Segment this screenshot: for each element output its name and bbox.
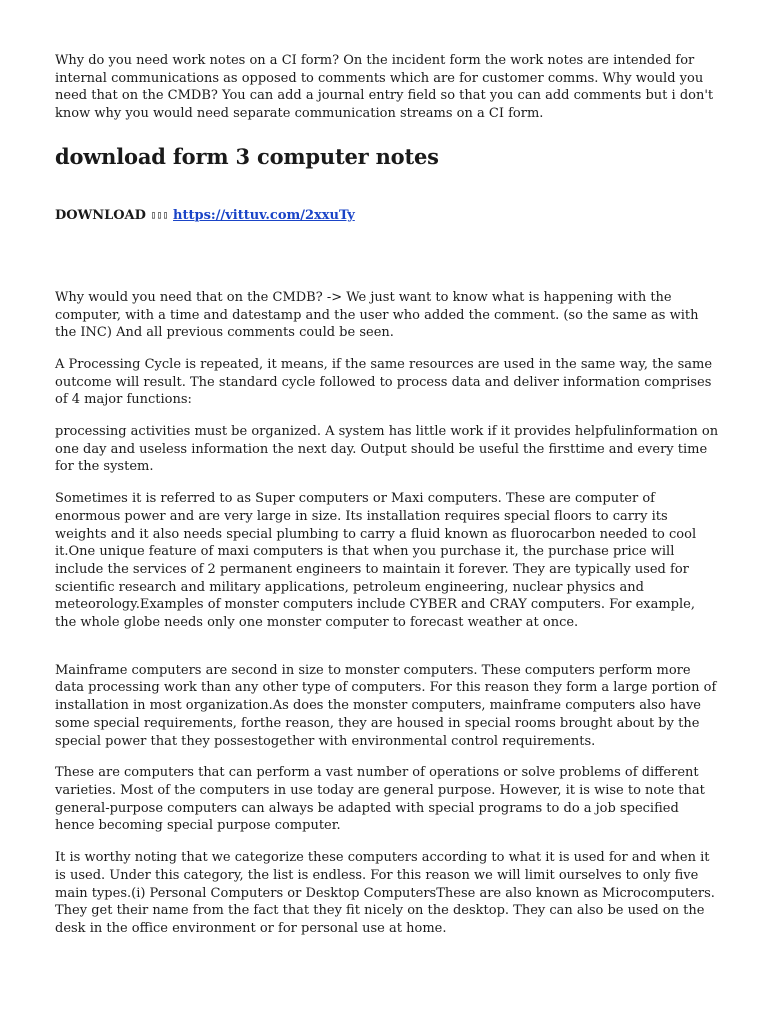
paragraph-categories: It is worthy noting that we categorize these computers according to what it is used for and when it is used. Under this category, the list is endless. For this reason we will limit ourselves to only five main types.(i) Personal Computers or Desktop ComputersThese are also known as Microcomputers. They get their name from the fact that they fit nicely on the desktop. They can also be used on the desk in the office environment or for personal use at home. (55, 850, 715, 936)
paragraph-super-computers: Sometimes it is referred to as Super computers or Maxi computers. These are computer of enormous power and are very large in size. Its installation requires special floors to carry its weights and it also needs special plumbing to carry a fluid known as fluorocarbon needed to cool it.One unique feature of maxi computers is that when you purchase it, the purchase price will include the services of 2 permanent engineers to maintain it forever. They are typically used for scientific research and military applications, petroleum engineering, nuclear physics and meteorology.Examples of monster computers include CYBER and CRAY computers. For example, the whole globe needs only one monster computer to forecast weather at once. (55, 491, 697, 631)
download-line (55, 207, 720, 225)
paragraph-cmdb: Why would you need that on the CMDB? -> We just want to know what is happening with the computer, with a time and datestamp and the user who added the comment. (so the same as with the INC) And all previous comments could be seen. (55, 289, 699, 341)
intro-paragraph: Why do you need work notes on a CI form? On the incident form the work notes are intended for internal communications as opposed to comments which are for customer comms. Why would you need that on the CMDB? You can add a journal entry field so that you can add comments but i don't know why you would need separate communication streams on a CI form. (55, 53, 714, 122)
paragraph-general-purpose: These are computers that can perform a vast number of operations or solve problems of different varieties. Most of the computers in use today are general purpose. However, it is wise to note that general-purpose computers can always be adapted with special programs to do a job specified hence becoming special purpose computer. (55, 765, 705, 834)
download-link[interactable]: https://vittuv.com/2xxuTy (173, 207, 355, 223)
download-arrows-glyphs: ▯▯▯ (150, 209, 169, 221)
paragraph-processing-cycle: A Processing Cycle is repeated, it means, if the same resources are used in the same way, the same outcome will result. The standard cycle followed to process data and deliver information comprises of 4 major functions: (55, 356, 713, 408)
document-page (55, 52, 720, 952)
paragraph-mainframe: Mainframe computers are second in size to monster computers. These computers perform more data processing work than any other type of computers. For this reason they form a large portion of installation in most organization.As does the monster computers, mainframe computers also have some special requirements, forthe reason, they are housed in special rooms brought about by the special power that they possestogether with environmental control requirements. (55, 662, 717, 749)
spacer (55, 225, 720, 289)
page-heading: download form 3 computer notes (55, 143, 439, 169)
paragraph-processing-activities: processing activities must be organized. A system has little work if it provides helpfulinformation on one day and useless information the next day. Output should be useful the firsttime and every time for the system. (55, 424, 719, 475)
download-label: DOWNLOAD (55, 207, 146, 223)
